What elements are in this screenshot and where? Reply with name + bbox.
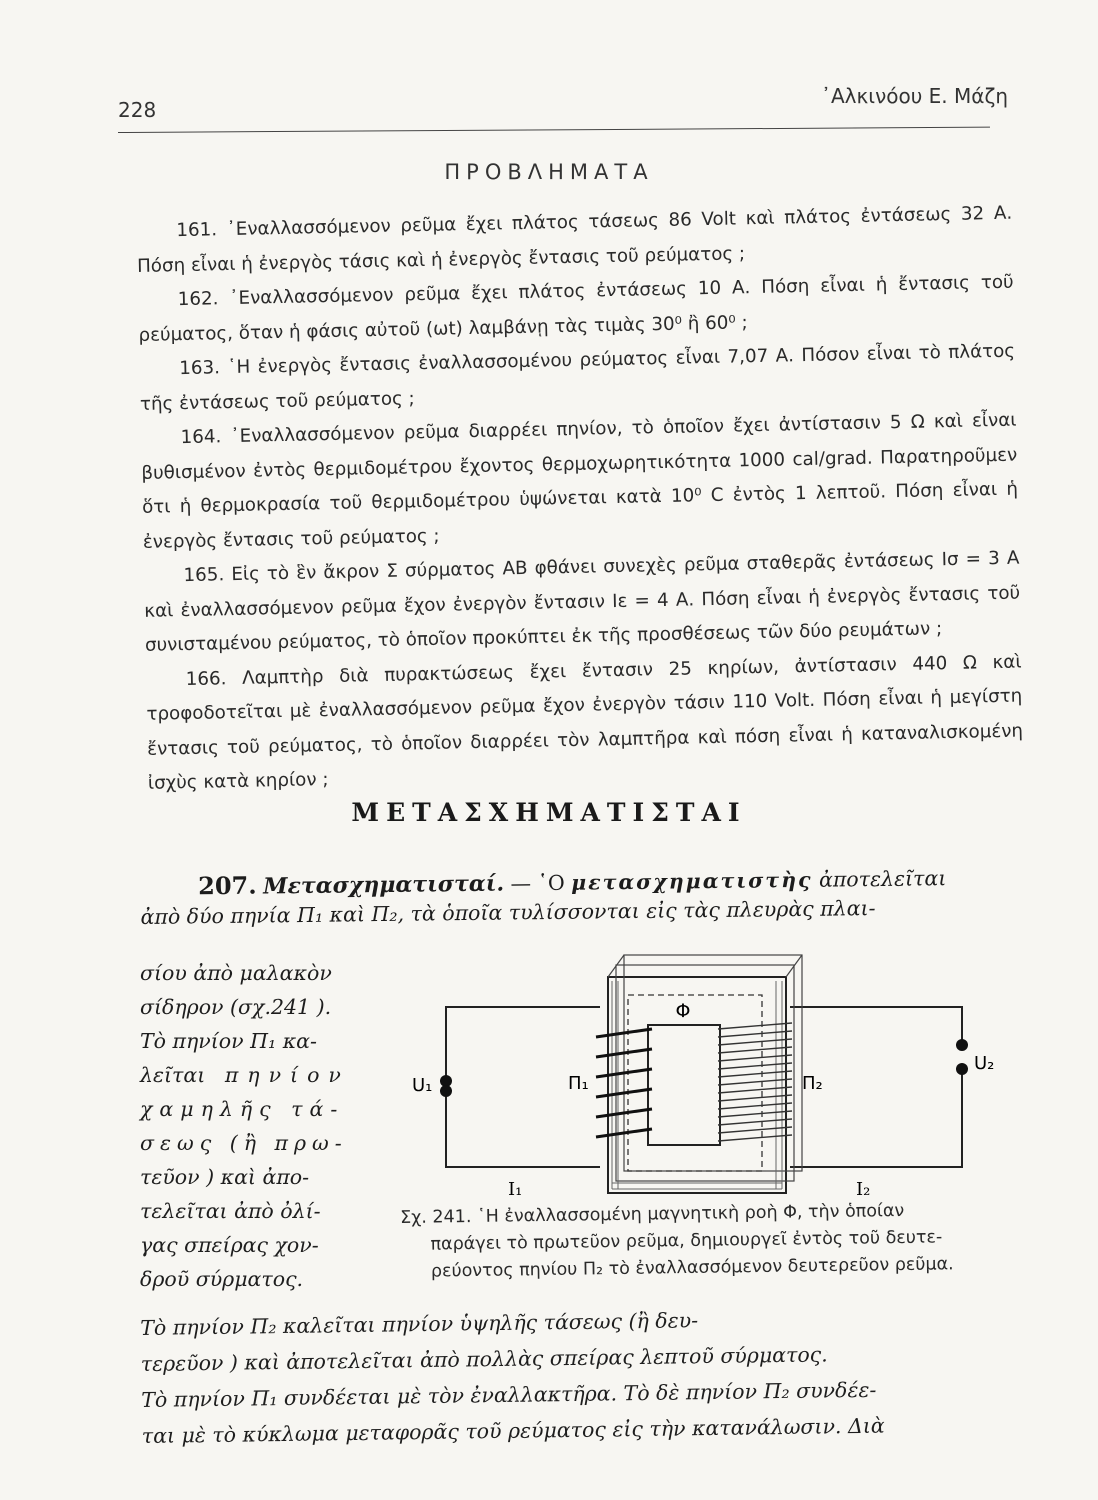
left-line: σίου ἀπὸ μαλακὸν <box>140 961 332 985</box>
article-line2: ἀπὸ δύο πηνία Π₁ καὶ Π₂, τὰ ὁποῖα τυλίσσονται εἰς τὰς πλευρὰς πλαι- <box>140 896 876 929</box>
left-line: τεῦον ) καὶ ἀπο- <box>140 1165 310 1189</box>
left-line: δροῦ σύρματος. <box>140 1267 304 1291</box>
terminal-u1-bottom <box>440 1085 452 1097</box>
problem-162: 162. ᾽Εναλλασσόμενον ρεῦμα ἔχει πλάτος ἐντάσεως 10 Α. Πόση εἶναι ἡ ἔντασις τοῦ ρεύματος, ὅταν ἡ φάσις αὐτοῦ (ωt) λαμβάνῃ τὰς τιμὰς 30⁰ ἢ 60⁰ ; <box>138 271 1014 346</box>
article-number: 207. <box>197 870 257 901</box>
i1-label: I₁ <box>508 1179 523 1200</box>
left-line: σεως (ἢ πρω- <box>140 1131 348 1155</box>
left-line: γας σπείρας χον- <box>140 1233 319 1257</box>
left-line: σίδηρον (σχ.241 ). <box>140 995 332 1019</box>
spaced-term: πηνίον <box>224 1063 350 1087</box>
figure-caption <box>400 1196 1021 1286</box>
secondary-coil <box>718 1023 792 1141</box>
transformer-figure <box>400 945 1040 1205</box>
terminal-u2-bottom <box>956 1063 968 1075</box>
running-head: ᾽Αλκινόου Ε. Μάζη <box>821 84 1008 108</box>
article-line1-rest: ἀποτελεῖται <box>818 866 947 892</box>
flux-label: Φ <box>675 1000 691 1022</box>
problem-164: 164. ᾽Εναλλασσόμενον ρεῦμα διαρρέει πηνίον, τὸ ὁποῖον ἔχει ἀντίστασιν 5 Ω καὶ εἶναι βυθισμένον ἐντὸς θερμιδομέτρου ἔχοντος θερμοχωρητικότητα 1000 cal/grad. Παρατηροῦμεν ὅτι ἡ θερμοκρασία τοῦ θερμιδομέτρου ὑψώνεται κατὰ 10⁰ C ἐντὸς 1 λεπτοῦ. Πόση εἶναι ἡ ἐνεργὸς ἔντασις τοῦ ρεύματος ; <box>141 409 1019 553</box>
section-title: ΜΕΤΑΣΧΗΜΑΤΙΣΤΑΙ <box>351 798 747 827</box>
article-continuation <box>140 1298 1022 1454</box>
article-term: μετασχηματιστὴς <box>571 867 813 895</box>
problems-list <box>136 197 1024 802</box>
left-line: χαμηλῆς τά- <box>140 1097 345 1121</box>
left-line: τελεῖται ἀπὸ ὀλί- <box>140 1199 321 1223</box>
article-article: ῾Ο <box>537 870 565 896</box>
i2-label: I₂ <box>856 1179 871 1200</box>
body-line: Τὸ πηνίον Π₁ συνδέεται μὲ τὸν ἐναλλακτῆρα. Τὸ δὲ πηνίον Π₂ συνδέε- <box>141 1377 877 1412</box>
problem-165: 165. Εἰς τὸ ἓν ἄκρον Σ σύρματος ΑΒ φθάνει συνεχὲς ρεῦμα σταθερᾶς ἐντάσεως Iσ = 3 Α καὶ ἐναλλασσόμενον ρεῦμα ἔχον ἐνεργὸν ἔντασιν Iε = 4 Α. Πόση εἶναι ἡ ἐνεργὸς ἔντασις τοῦ συνισταμένου ρεύματος, τὸ ὁποῖον προκύπτει ἐκ τῆς προσθέσεως τῶν δύο ρευμάτων ; <box>144 547 1021 656</box>
article-first-line <box>140 861 1021 929</box>
u1-label: U₁ <box>412 1075 433 1096</box>
caption-line: Σχ. 241. ῾Η ἐναλλασσομένη μαγνητικὴ ροὴ Φ, τὴν ὁποίαν <box>400 1200 905 1228</box>
left-line-word: λεῖται <box>140 1063 206 1087</box>
problem-166: 166. Λαμπτὴρ διὰ πυρακτώσεως ἔχει ἔντασιν 25 κηρίων, ἀντίστασιν 440 Ω καὶ τροφοδοτεῖται μὲ ἐναλλασσόμενον ρεῦμα ἔχον ἐνεργὸν τάσιν 110 Volt. Πόση εἶναι ἡ μεγίστη ἔντασις τοῦ ρεύματος, τὸ ὁποῖον διαρρέει τὸν λαμπτῆρα καὶ πόση εἶναι ἡ καταναλισκομένη ἰσχὺς κατὰ κηρίον ; <box>146 651 1024 794</box>
caption-line: παράγει τὸ πρωτεῦον ρεῦμα, δημιουργεῖ ἐντὸς τοῦ δευτε- <box>430 1227 943 1255</box>
iron-core <box>608 955 802 1193</box>
page-number: 228 <box>118 98 157 122</box>
problem-163: 163. ῾Η ἐνεργὸς ἔντασις ἐναλλασσομένου ρεύματος εἶναι 7,07 Α. Πόσον εἶναι τὸ πλάτος τῆς ἐντάσεως τοῦ ρεύματος ; <box>139 340 1016 415</box>
body-line: τερεῦον ) καὶ ἀποτελεῖται ἀπὸ πολλὰς σπείρας λεπτοῦ σύρματος. <box>140 1342 828 1376</box>
article-left-column <box>140 956 385 1296</box>
body-line: ται μὲ τὸ κύκλωμα μεταφορᾶς τοῦ ρεύματος εἰς τὴν κατανάλωσιν. Διὰ <box>141 1413 885 1448</box>
header-rule <box>118 127 990 133</box>
left-line: Τὸ πηνίον Π₁ κα- <box>140 1029 317 1053</box>
terminal-u2-top <box>956 1039 968 1051</box>
p1-label: Π₁ <box>568 1073 589 1094</box>
article-heading: Μετασχηματισταί. <box>263 870 505 900</box>
p2-label: Π₂ <box>802 1073 823 1094</box>
caption-line: ρεύοντος πηνίου Π₂ τὸ ἐναλλασσόμενον δευτερεῦον ρεῦμα. <box>430 1254 954 1282</box>
page-header <box>118 84 1008 120</box>
body-line: Τὸ πηνίον Π₂ καλεῖται πηνίον ὑψηλῆς τάσεως (ἢ δευ- <box>140 1308 699 1340</box>
problem-161: 161. ᾽Εναλλασσόμενον ρεῦμα ἔχει πλάτος τάσεως 86 Volt καὶ πλάτος ἐντάσεως 32 Α. Πόση εἶναι ἡ ἐνεργὸς τάσις καὶ ἡ ἐνεργὸς ἔντασις τοῦ ρεύματος ; <box>136 202 1013 277</box>
left-line <box>140 1058 385 1092</box>
problems-title: ΠΡΟΒΛΗΜΑΤΑ <box>444 160 654 184</box>
u2-label: U₂ <box>974 1053 995 1074</box>
article-dash: — <box>510 871 532 896</box>
